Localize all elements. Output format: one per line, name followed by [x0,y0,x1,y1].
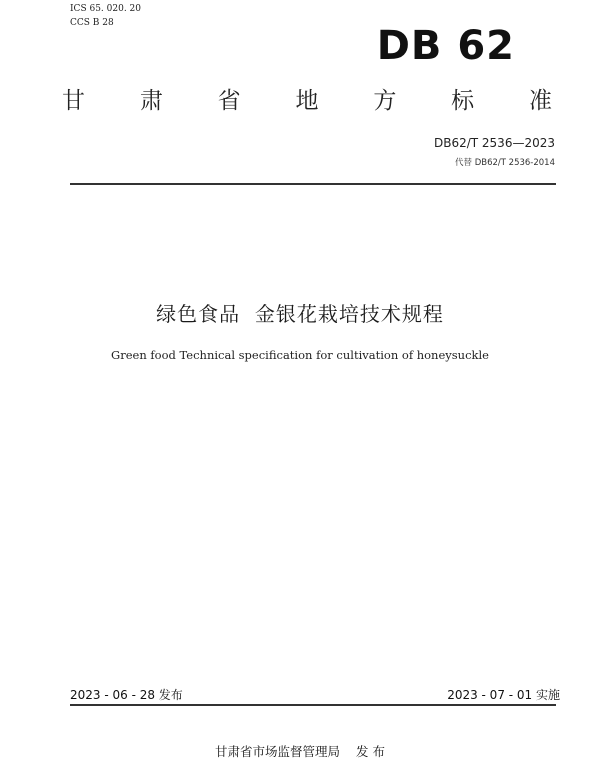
ccs-code: CCS B 28 [70,18,114,28]
replaces-standard: 代替 DB62/T 2536-2014 [455,158,555,168]
implementation-date: 2023 - 07 - 01 实施 [447,688,560,702]
province-char: 肃 [139,88,163,114]
province-char: 甘 [62,88,85,114]
issuer-line [0,742,600,760]
title-english: Green food Technical specification for cultivation of honeysuckle [111,348,489,362]
standard-number: DB62/T 2536—2023 [433,136,555,150]
footer-divider [70,704,556,706]
standard-type-heading [62,84,552,118]
db-logo: DB 62 [376,23,515,69]
classification-codes [70,2,141,30]
province-char: 省 [217,88,241,114]
province-char: 准 [528,88,552,114]
province-char: 方 [373,88,397,114]
province-char: 标 [451,88,475,114]
issuer-action: 发 布 [356,744,385,759]
issue-date: 2023 - 06 - 28 发布 [70,688,183,702]
province-char: 地 [295,88,319,114]
header-divider [70,183,556,185]
title-chinese: 绿色食品 金银花栽培技术规程 [156,302,444,326]
issuer-name: 甘肃省市场监督管理局 [215,744,341,759]
ics-code: ICS 65. 020. 20 [70,4,141,14]
